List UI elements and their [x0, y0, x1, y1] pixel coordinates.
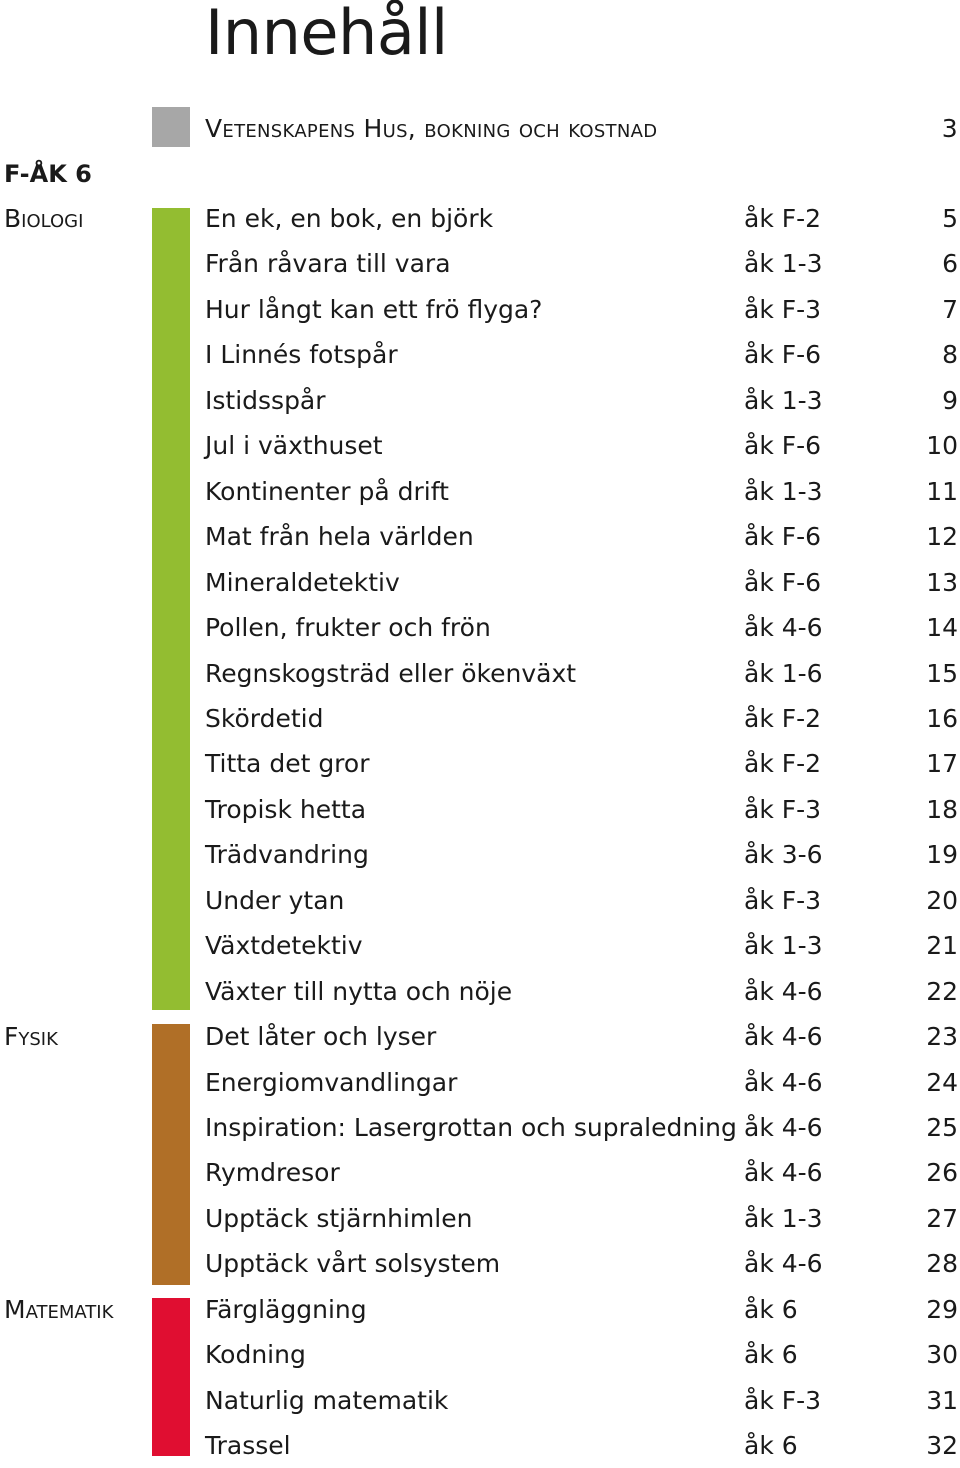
- grade-heading: F-ÅK 6: [4, 160, 92, 188]
- section-label-fysik: Fysik: [4, 1022, 58, 1051]
- entry-title: Titta det gror: [205, 749, 370, 778]
- entry-title: Energiomvandlingar: [205, 1068, 458, 1097]
- entry-page: 30: [926, 1340, 958, 1369]
- entry-title: Istidsspår: [205, 386, 326, 415]
- entry-title: Trädvandring: [205, 840, 369, 869]
- entry-grade: åk F-3: [744, 795, 822, 824]
- entry-title: Rymdresor: [205, 1158, 340, 1187]
- entry-grade: åk 6: [744, 1340, 798, 1369]
- entry-title: Jul i växthuset: [205, 431, 383, 460]
- toc-entry-matematik[interactable]: [0, 1288, 960, 1332]
- entry-grade: åk 1-6: [744, 659, 823, 688]
- entry-grade: åk 1-3: [744, 249, 823, 278]
- entry-page: 27: [926, 1204, 958, 1233]
- section-label-matematik: Matematik: [4, 1295, 114, 1324]
- entry-page: 19: [926, 840, 958, 869]
- toc-entry-biologi[interactable]: [0, 924, 960, 968]
- entry-grade: åk 4-6: [744, 1158, 823, 1187]
- entry-page: 26: [926, 1158, 958, 1187]
- entry-page: 11: [926, 477, 958, 506]
- entry-title: Upptäck stjärnhimlen: [205, 1204, 473, 1233]
- entry-grade: åk 4-6: [744, 1022, 823, 1051]
- entry-grade: åk 3-6: [744, 840, 823, 869]
- entry-page: 22: [926, 977, 958, 1006]
- toc-entry-biologi[interactable]: [0, 242, 960, 286]
- entry-title: Pollen, frukter och frön: [205, 613, 491, 642]
- toc-entry-biologi[interactable]: [0, 788, 960, 832]
- toc-entry-fysik[interactable]: [0, 1151, 960, 1195]
- entry-page: 14: [926, 613, 958, 642]
- entry-title: Från råvara till vara: [205, 249, 451, 278]
- toc-entry-fysik[interactable]: [0, 1015, 960, 1059]
- entry-grade: åk 4-6: [744, 1249, 823, 1278]
- toc-entry-fysik[interactable]: [0, 1106, 960, 1150]
- entry-page: 29: [926, 1295, 958, 1324]
- entry-grade: åk F-6: [744, 431, 822, 460]
- toc-entry-biologi[interactable]: [0, 288, 960, 332]
- entry-page: 8: [942, 340, 958, 369]
- entry-grade: åk 4-6: [744, 977, 823, 1006]
- entry-title: Naturlig matematik: [205, 1386, 449, 1415]
- toc-entry-biologi[interactable]: [0, 833, 960, 877]
- page-title: Innehåll: [205, 0, 448, 69]
- entry-grade: åk F-6: [744, 340, 822, 369]
- entry-grade: åk F-2: [744, 704, 822, 733]
- entry-grade: åk 1-3: [744, 477, 823, 506]
- entry-page: 9: [942, 386, 958, 415]
- entry-page: 18: [926, 795, 958, 824]
- entry-title: Skördetid: [205, 704, 324, 733]
- entry-page: 10: [926, 431, 958, 460]
- entry-title: Inspiration: Lasergrottan och supraledning: [205, 1113, 737, 1142]
- toc-entry-biologi[interactable]: [0, 561, 960, 605]
- entry-page: 17: [926, 749, 958, 778]
- entry-grade: åk F-6: [744, 522, 822, 551]
- entry-title: Tropisk hetta: [205, 795, 367, 824]
- entry-title: Under ytan: [205, 886, 345, 915]
- entry-title: Upptäck vårt solsystem: [205, 1249, 501, 1278]
- toc-header-row[interactable]: [0, 107, 960, 151]
- entry-title: En ek, en bok, en björk: [205, 204, 494, 233]
- toc-entry-biologi[interactable]: [0, 379, 960, 423]
- toc-entry-biologi[interactable]: [0, 742, 960, 786]
- entry-page: 31: [926, 1386, 958, 1415]
- entry-grade: åk 1-3: [744, 386, 823, 415]
- entry-title: Växtdetektiv: [205, 931, 363, 960]
- entry-page: 21: [926, 931, 958, 960]
- entry-title: Mat från hela världen: [205, 522, 474, 551]
- toc-header-page: 3: [941, 114, 958, 143]
- toc-entry-biologi[interactable]: [0, 470, 960, 514]
- entry-grade: åk 4-6: [744, 613, 823, 642]
- entry-page: 32: [926, 1431, 958, 1460]
- entry-title: Trassel: [205, 1431, 291, 1460]
- entry-title: Mineraldetektiv: [205, 568, 400, 597]
- toc-entry-fysik[interactable]: [0, 1197, 960, 1241]
- entry-grade: åk F-3: [744, 295, 822, 324]
- toc-entry-fysik[interactable]: [0, 1242, 960, 1286]
- entry-title: I Linnés fotspår: [205, 340, 398, 369]
- toc-entry-matematik[interactable]: [0, 1379, 960, 1423]
- toc-entry-biologi[interactable]: [0, 879, 960, 923]
- toc-entry-biologi[interactable]: [0, 333, 960, 377]
- entry-page: 20: [926, 886, 958, 915]
- toc-entry-biologi[interactable]: [0, 652, 960, 696]
- entry-grade: åk 4-6: [744, 1113, 823, 1142]
- entry-page: 7: [942, 295, 958, 324]
- entry-grade: åk F-6: [744, 568, 822, 597]
- toc-entry-fysik[interactable]: [0, 1061, 960, 1105]
- toc-entry-biologi[interactable]: [0, 197, 960, 241]
- entry-page: 12: [926, 522, 958, 551]
- toc-entry-biologi[interactable]: [0, 697, 960, 741]
- entry-grade: åk F-2: [744, 749, 822, 778]
- entry-page: 5: [942, 204, 958, 233]
- entry-grade: åk 4-6: [744, 1068, 823, 1097]
- entry-title: Hur långt kan ett frö flyga?: [205, 295, 543, 324]
- entry-page: 28: [926, 1249, 958, 1278]
- entry-page: 23: [926, 1022, 958, 1051]
- entry-page: 24: [926, 1068, 958, 1097]
- toc-entry-matematik[interactable]: [0, 1333, 960, 1377]
- entry-grade: åk 1-3: [744, 1204, 823, 1233]
- entry-title: Det låter och lyser: [205, 1022, 437, 1051]
- entry-title: Växter till nytta och nöje: [205, 977, 513, 1006]
- entry-page: 16: [926, 704, 958, 733]
- entry-grade: åk F-3: [744, 1386, 822, 1415]
- entry-grade: åk F-2: [744, 204, 822, 233]
- entry-page: 13: [926, 568, 958, 597]
- entry-title: Regnskogsträd eller ökenväxt: [205, 659, 577, 688]
- entry-page: 15: [926, 659, 958, 688]
- entry-title: Kodning: [205, 1340, 306, 1369]
- toc-entry-biologi[interactable]: [0, 424, 960, 468]
- entry-title: Kontinenter på drift: [205, 477, 449, 506]
- entry-grade: åk 6: [744, 1431, 798, 1460]
- entry-grade: åk 6: [744, 1295, 798, 1324]
- entry-page: 25: [926, 1113, 958, 1142]
- entry-grade: åk 1-3: [744, 931, 823, 960]
- toc-entry-biologi[interactable]: [0, 515, 960, 559]
- section-label-biologi: Biologi: [4, 204, 84, 233]
- toc-entry-biologi[interactable]: [0, 606, 960, 650]
- entry-grade: åk F-3: [744, 886, 822, 915]
- toc-entry-biologi[interactable]: [0, 970, 960, 1014]
- toc-header-title: Vetenskapens Hus, bokning och kostnad: [205, 114, 658, 143]
- entry-page: 6: [942, 249, 958, 278]
- entry-title: Färgläggning: [205, 1295, 367, 1324]
- toc-entry-matematik[interactable]: [0, 1424, 960, 1468]
